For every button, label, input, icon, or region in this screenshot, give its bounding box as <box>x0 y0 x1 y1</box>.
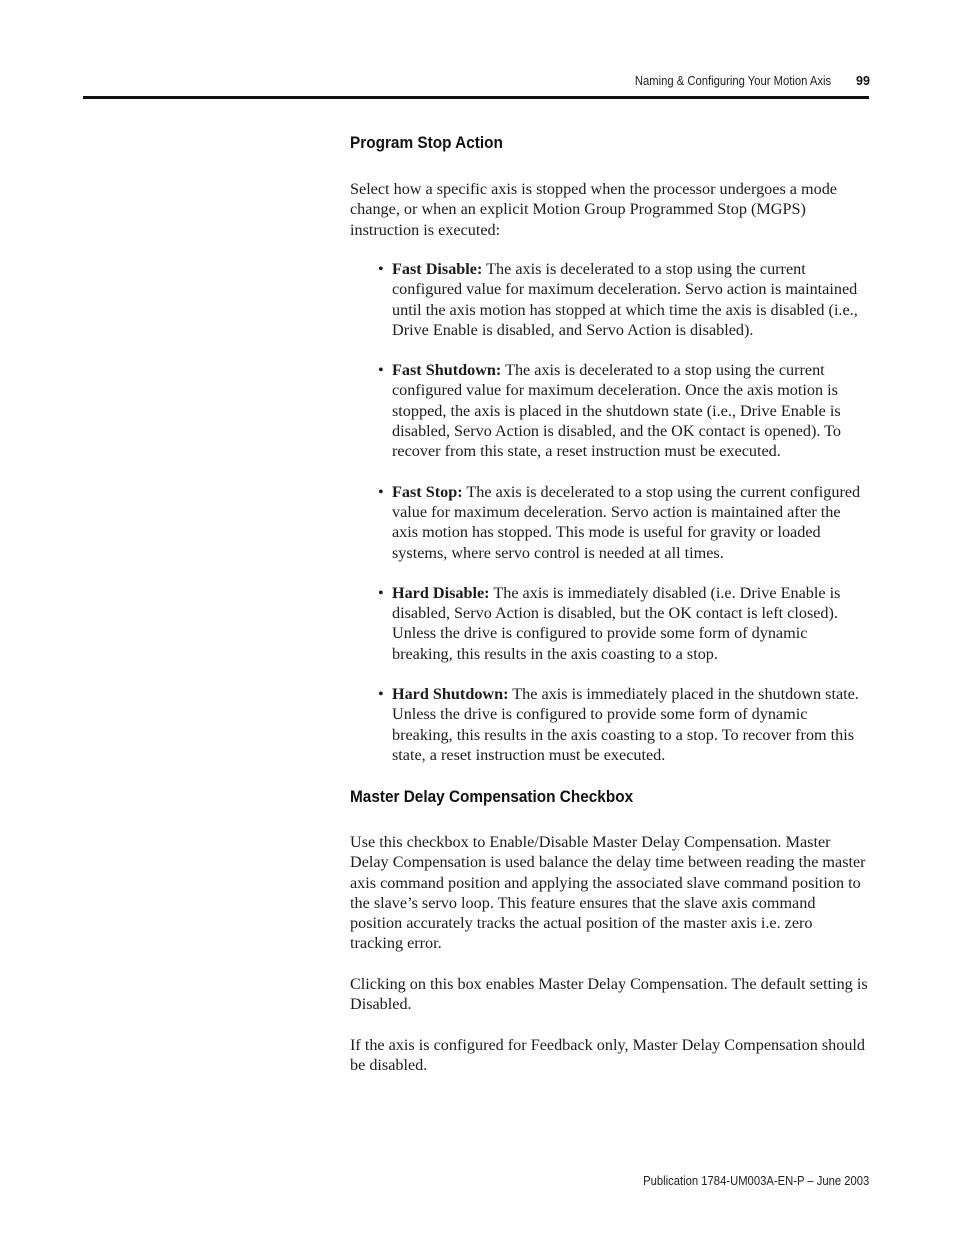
program-stop-heading: Program Stop Action <box>350 134 503 152</box>
item-term: Hard Disable: <box>392 583 490 602</box>
item-term: Fast Shutdown: <box>392 361 502 380</box>
item-term: Fast Stop: <box>392 482 463 501</box>
running-header: Naming & Configuring Your Motion Axis <box>634 74 831 88</box>
program-stop-intro: Select how a specific axis is stopped when the processor undergoes a mode change, or when an explicit Motion Group Programmed Stop (MGPS) instruction is executed: <box>350 180 837 239</box>
header-rule <box>83 96 869 99</box>
item-term: Hard Shutdown: <box>392 685 509 704</box>
publication-footer: Publication 1784-UM003A-EN-P – June 2003 <box>642 1174 869 1188</box>
item-text: The axis is immediately disabled (i.e. Drive Enable is disabled, Servo Action is disabled, but the OK contact is left closed). Unless the drive is configured to provide some form of dynamic breaking, this results in the axis coasting to a stop. <box>392 583 841 663</box>
item-text: The axis is decelerated to a stop using the current configured value for maximum deceleration. Once the axis motion is stopped, the axis is placed in the shutdown state (i.e., Drive Enable is disabled, Servo Action is disabled, and the OK contact is opened). To recover from this state, a reset instruction must be executed. <box>392 361 842 461</box>
item-term: Fast Disable: <box>392 260 483 278</box>
master-delay-heading: Master Delay Compensation Checkbox <box>350 788 634 806</box>
item-text: The axis is decelerated to a stop using the current configured value for maximum deceleration. Servo action is maintained until the axis motion has stopped at which time the axis is disabled (i.e., Drive Enable is disabled, and Servo Action is disabled). <box>392 260 858 339</box>
list-item: • Hard Shutdown: The axis is immediately placed in the shutdown state. Unless the drive is configured to provide some form of dynamic breaking, this results in the axis coasting to a stop. To recover from this state, a reset instruction must be executed. <box>378 685 859 764</box>
master-delay-paragraph: Use this checkbox to Enable/Disable Master Delay Compensation. Master Delay Compensation is used balance the delay time between reading the master axis command position and applying the associated slave command position to the slave’s servo loop. This feature ensures that the slave axis command position accurately tracks the actual position of the master axis i.e. zero tracking error. <box>350 833 866 953</box>
list-item: • Hard Disable: The axis is immediately disabled (i.e. Drive Enable is disabled, Servo Action is disabled, but the OK contact is left closed). Unless the drive is configured to provide some form of dynamic breaking, this results in the axis coasting to a stop. <box>378 583 841 663</box>
master-delay-paragraph: If the axis is configured for Feedback only, Master Delay Compensation should be disabled. <box>350 1036 866 1075</box>
page-number: 99 <box>856 74 870 88</box>
item-text: The axis is decelerated to a stop using the current configured value for maximum deceleration. Servo action is maintained after the axis motion has stopped. This mode is useful for gravity or loaded systems, where servo control is needed at all times. <box>392 482 861 562</box>
list-item: • Fast Disable: The axis is decelerated to a stop using the current configured value for maximum deceleration. Servo action is maintained until the axis motion has stopped at which time the axis is disabled (i.e., Drive Enable is disabled, and Servo Action is disabled). <box>378 260 858 339</box>
stop-action-list <box>378 259 870 785</box>
item-text: The axis is immediately placed in the shutdown state. Unless the drive is configured to provide some form of dynamic breaking, this results in the axis coasting to a stop. To recover from this state, a reset instruction must be executed. <box>392 685 859 764</box>
list-item: • Fast Stop: The axis is decelerated to a stop using the current configured value for maximum deceleration. Servo action is maintained after the axis motion has stopped. This mode is useful for gravity or loaded systems, where servo control is needed at all times. <box>378 482 861 562</box>
master-delay-paragraph: Clicking on this box enables Master Delay Compensation. The default setting is Disabled. <box>350 975 868 1014</box>
list-item: • Fast Shutdown: The axis is decelerated to a stop using the current configured value for maximum deceleration. Once the axis motion is stopped, the axis is placed in the shutdown state (i.e., Drive Enable is disabled, Servo Action is disabled, and the OK contact is opened). To recover from this state, a reset instruction must be executed. <box>378 361 842 461</box>
